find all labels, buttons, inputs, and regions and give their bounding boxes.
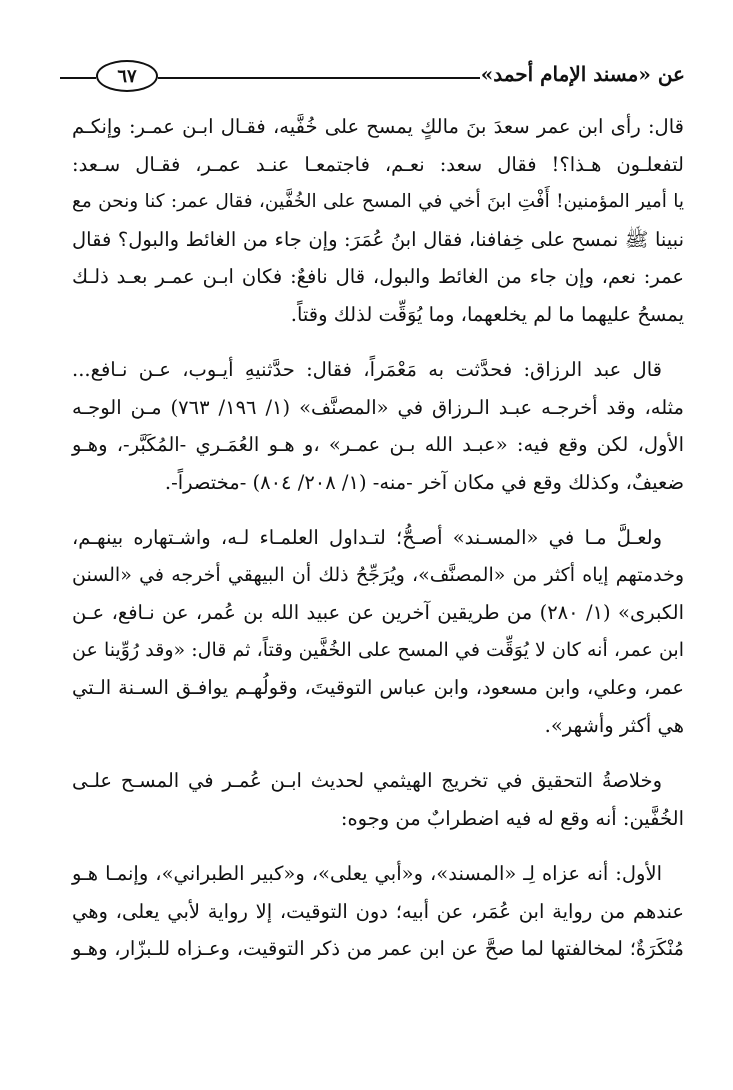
text-line: يمسحُ عليهما ما لم يخلعهما، وما يُوَقِّت لذلك وقتاً. bbox=[290, 302, 684, 326]
text-line: الأول، لكن وقع فيه: «عبـد الله بـن عمـر» ،و هـو العُمَـري -المُكَبَّر-، وهـو bbox=[72, 433, 684, 456]
paragraph bbox=[72, 108, 684, 333]
text-line: لتفعلـون هـذا؟! فقال سعد: نعـم، فاجتمعـا عنـد عمـر، فقـال سـعد: bbox=[72, 152, 684, 176]
page-number: ٦٧ bbox=[117, 65, 137, 87]
paragraph bbox=[72, 855, 684, 968]
text-line: وخلاصةُ التحقيق في تخريج الهيثمي لحديث ابـن عُمـر في المسـح علـى bbox=[72, 769, 662, 792]
text-line: نبينا ﷺ نمسح على خِفافنا، فقال ابنُ عُمَرَ: وإن جاء من الغائط والبول؟ فقال bbox=[72, 227, 684, 251]
text-line: ولعـلَّ مـا في «المسـند» أصـحُّ؛ لتـداول العلمـاء لـه، واشـتهاره بينهـم، bbox=[72, 526, 662, 549]
header-rule bbox=[158, 77, 480, 79]
text-line: مُنْكَرَةٌ؛ لمخالفتها لما صحَّ عن ابن عمر من ذكر التوقيت، وعـزاه للـبزّار، وهـو bbox=[72, 937, 684, 960]
page-body bbox=[72, 108, 684, 986]
text-line: الأول: أنه عزاه لِـ «المسند»، و«أبي يعلى»، و«كبير الطبراني»، وإنمـا هـو bbox=[72, 862, 662, 885]
text-line: الكبرى» (١/ ٢٨٠) من طريقين آخرين عن عبيد الله بن عُمر، عن نـافع، عـن bbox=[72, 601, 684, 624]
text-line: عمر، وعلي، وابن مسعود، وابن عباس التوقيتَ، وقولُهـم يوافـق السـنة الـتي bbox=[72, 676, 684, 699]
text-line: مثله، وقد أخرجـه عبـد الـرزاق في «المصنَّف» (١/ ١٩٦/ ٧٦٣) مـن الوجـه bbox=[72, 395, 684, 419]
text-line: ابن عمر، أنه كان لا يُوَقِّت في المسح على الخُفَّين وقتاً، ثم قال: «وقد رُوِّينا عن bbox=[72, 638, 684, 661]
text-line: الخُفَّين: أنه وقع له فيه اضطرابٌ من وجوه: bbox=[340, 806, 684, 830]
page-header bbox=[60, 58, 685, 96]
paragraph bbox=[72, 351, 684, 501]
header-rule-left bbox=[60, 77, 96, 79]
page-number-oval bbox=[96, 60, 158, 92]
text-line: يا أمير المؤمنين! أَفْتِ ابنَ أخي في المسح على الخُفَّين، فقال عمر: كنا ونحن مع bbox=[72, 191, 684, 212]
paragraph bbox=[72, 762, 684, 837]
text-line: قال عبد الرزاق: فحدَّثت به مَعْمَراً، فقال: حدَّثنيهِ أيـوب، عـن نـافع... bbox=[72, 358, 662, 381]
text-line: ضعيفٌ، وكذلك وقع في مكان آخر -منه- (١/ ٢٠٨/ ٨٠٤) -مختصراً-. bbox=[164, 470, 684, 494]
running-title: عن «مسند الإمام أحمد» bbox=[480, 62, 685, 86]
paragraph bbox=[72, 519, 684, 744]
text-line: عندهم من رواية ابن عُمَر، عن أبيه؛ دون التوقيت، إلا رواية لأبي يعلى، وهي bbox=[72, 899, 684, 923]
text-line: عمر: نعم، وإن جاء من الغائط والبول، قال نافعٌ: فكان ابـن عمـر بعـد ذلـك bbox=[72, 265, 684, 288]
text-line: وخدمتهم إياه أكثر من «المصنَّف»، ويُرَجِّحُ ذلك أن البيهقي أخرجه في «السنن bbox=[72, 563, 684, 586]
text-line: هي أكثر وأشهر». bbox=[544, 713, 684, 737]
text-line: قال: رأى ابن عمر سعدَ بنَ مالكٍ يمسح على خُفَّيه، فقـال ابـن عمـر: وإنكـم bbox=[72, 115, 684, 138]
